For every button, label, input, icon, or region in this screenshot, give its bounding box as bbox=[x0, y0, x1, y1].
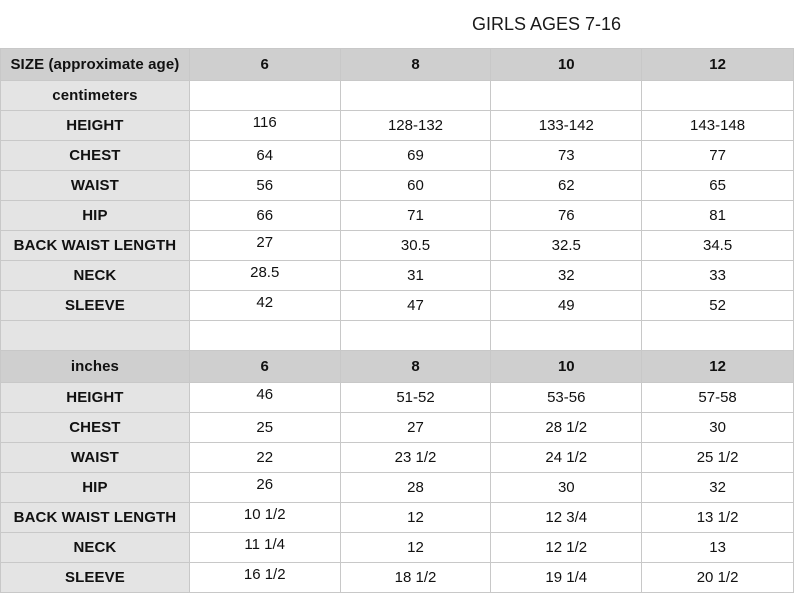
cell-value: 13 bbox=[642, 533, 794, 563]
cell-value: 20 1/2 bbox=[642, 563, 794, 593]
cell-value: 12 bbox=[340, 503, 491, 533]
cell-value: 52 bbox=[642, 291, 794, 321]
cell-value: 62 bbox=[491, 171, 642, 201]
size-header-cell: 10 bbox=[491, 49, 642, 81]
cell-value: 81 bbox=[642, 201, 794, 231]
cell-value: 19 1/4 bbox=[491, 563, 642, 593]
size-header-cell: 8 bbox=[340, 351, 491, 383]
size-chart-table bbox=[0, 48, 794, 593]
size-header-cell: 8 bbox=[340, 49, 491, 81]
cm-row-height bbox=[1, 111, 794, 141]
size-header-cell: 10 bbox=[491, 351, 642, 383]
cm-row-waist bbox=[1, 171, 794, 201]
in-row-waist bbox=[1, 443, 794, 473]
row-label: CHEST bbox=[1, 141, 190, 171]
cell-value: 32 bbox=[642, 473, 794, 503]
cell-value: 31 bbox=[340, 261, 491, 291]
cell-value: 27 bbox=[340, 413, 491, 443]
row-label: HEIGHT bbox=[1, 383, 190, 413]
chart-title: GIRLS AGES 7-16 bbox=[472, 14, 622, 34]
cell-value: 30 bbox=[491, 473, 642, 503]
in-row-hip bbox=[1, 473, 794, 503]
cell-value: 30 bbox=[642, 413, 794, 443]
cell-value: 73 bbox=[491, 141, 642, 171]
row-label: BACK WAIST LENGTH bbox=[1, 503, 190, 533]
size-header-label: SIZE (approximate age) bbox=[1, 49, 190, 81]
cell-value: 133-142 bbox=[491, 111, 642, 141]
cell-value: 34.5 bbox=[642, 231, 794, 261]
row-label: HIP bbox=[1, 473, 190, 503]
row-label: WAIST bbox=[1, 443, 190, 473]
in-row-height bbox=[1, 383, 794, 413]
cm-row-sleeve bbox=[1, 291, 794, 321]
cell-value: 143-148 bbox=[642, 111, 794, 141]
cell-value: 32 bbox=[491, 261, 642, 291]
row-label: NECK bbox=[1, 533, 190, 563]
cell-value: 23 1/2 bbox=[340, 443, 491, 473]
cm-unit-label: centimeters bbox=[1, 81, 190, 111]
cell-value: 12 bbox=[340, 533, 491, 563]
size-header-cell: 12 bbox=[642, 351, 794, 383]
cell-value: 32.5 bbox=[491, 231, 642, 261]
cell-value: 77 bbox=[642, 141, 794, 171]
cell-value: 10 1/2 bbox=[189, 503, 340, 533]
size-header-cell: 12 bbox=[642, 49, 794, 81]
cell-value: 25 bbox=[189, 413, 340, 443]
in-row-neck bbox=[1, 533, 794, 563]
size-header-row bbox=[1, 49, 794, 81]
cell-value: 24 1/2 bbox=[491, 443, 642, 473]
cell-value: 12 3/4 bbox=[491, 503, 642, 533]
size-header-cell: 6 bbox=[189, 351, 340, 383]
row-label: SLEEVE bbox=[1, 291, 190, 321]
cm-row-back-waist-length bbox=[1, 231, 794, 261]
cell-value: 49 bbox=[491, 291, 642, 321]
cell-value: 33 bbox=[642, 261, 794, 291]
inches-header-row bbox=[1, 351, 794, 383]
in-row-back-waist-length bbox=[1, 503, 794, 533]
cell-value: 18 1/2 bbox=[340, 563, 491, 593]
row-label: NECK bbox=[1, 261, 190, 291]
cm-row-chest bbox=[1, 141, 794, 171]
cm-row-neck bbox=[1, 261, 794, 291]
cell-value: 25 1/2 bbox=[642, 443, 794, 473]
cell-value: 69 bbox=[340, 141, 491, 171]
row-label: WAIST bbox=[1, 171, 190, 201]
cm-unit-row bbox=[1, 81, 794, 111]
cell-value: 56 bbox=[189, 171, 340, 201]
cell-value: 30.5 bbox=[340, 231, 491, 261]
cell-value: 42 bbox=[189, 291, 340, 321]
cell-value: 46 bbox=[189, 383, 340, 413]
cell-value: 65 bbox=[642, 171, 794, 201]
in-row-sleeve bbox=[1, 563, 794, 593]
row-label: SLEEVE bbox=[1, 563, 190, 593]
cell-value: 28.5 bbox=[189, 261, 340, 291]
cell-value: 53-56 bbox=[491, 383, 642, 413]
cell-value: 66 bbox=[189, 201, 340, 231]
cell-value: 13 1/2 bbox=[642, 503, 794, 533]
row-label: CHEST bbox=[1, 413, 190, 443]
cell-value: 57-58 bbox=[642, 383, 794, 413]
cell-value: 128-132 bbox=[340, 111, 491, 141]
cell-value: 26 bbox=[189, 473, 340, 503]
cell-value: 28 bbox=[340, 473, 491, 503]
cell-value: 12 1/2 bbox=[491, 533, 642, 563]
cell-value: 60 bbox=[340, 171, 491, 201]
cell-value: 47 bbox=[340, 291, 491, 321]
cell-value: 64 bbox=[189, 141, 340, 171]
cell-value: 28 1/2 bbox=[491, 413, 642, 443]
cell-value: 16 1/2 bbox=[189, 563, 340, 593]
cell-value: 27 bbox=[189, 231, 340, 261]
cell-value: 71 bbox=[340, 201, 491, 231]
cell-value: 22 bbox=[189, 443, 340, 473]
spacer-row bbox=[1, 321, 794, 351]
row-label: HIP bbox=[1, 201, 190, 231]
cell-value: 76 bbox=[491, 201, 642, 231]
cell-value: 11 1/4 bbox=[189, 533, 340, 563]
cell-value: 51-52 bbox=[340, 383, 491, 413]
cm-row-hip bbox=[1, 201, 794, 231]
in-row-chest bbox=[1, 413, 794, 443]
size-header-cell: 6 bbox=[189, 49, 340, 81]
cell-value: 116 bbox=[189, 111, 340, 141]
row-label: BACK WAIST LENGTH bbox=[1, 231, 190, 261]
inches-unit-label: inches bbox=[1, 351, 190, 383]
row-label: HEIGHT bbox=[1, 111, 190, 141]
